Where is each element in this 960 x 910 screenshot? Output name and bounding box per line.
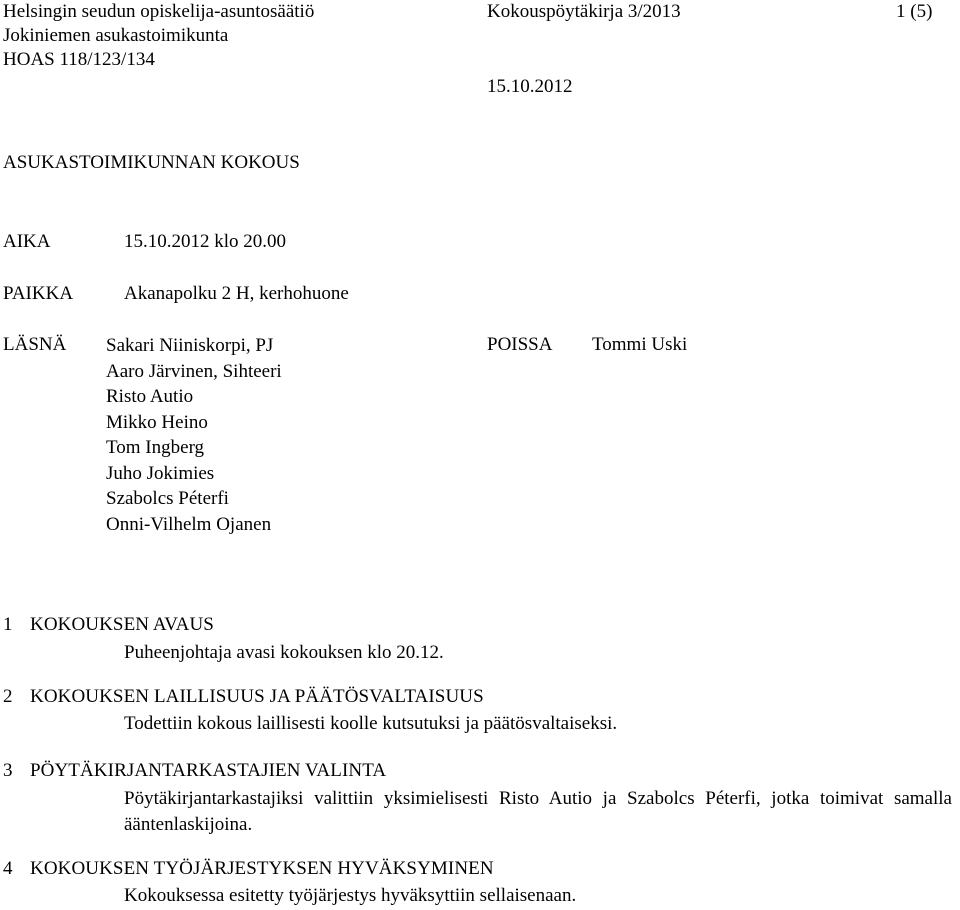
document-title: Kokouspöytäkirja 3/2013	[487, 1, 681, 22]
attendee: Tom Ingberg	[106, 437, 205, 458]
attendee: Szabolcs Péterfi	[106, 488, 229, 509]
header-org: Helsingin seudun opiskelija-asuntosäätiö	[3, 1, 315, 22]
attendee: Risto Autio	[106, 386, 194, 407]
item-text: Kokouksessa esitetty työjärjestys hyväksyttiin sellaisenaan.	[124, 885, 577, 906]
time-label: AIKA	[3, 231, 51, 252]
item-number: 2	[3, 686, 13, 707]
item-number: 4	[3, 858, 13, 879]
present-label: LÄSNÄ	[3, 334, 67, 355]
item-text: Puheenjohtaja avasi kokouksen klo 20.12.	[124, 642, 444, 663]
absent-label: POISSA	[487, 334, 553, 355]
header-unit: Jokiniemen asukastoimikunta	[3, 25, 229, 46]
absent-member: Tommi Uski	[592, 334, 688, 355]
item-heading: KOKOUKSEN TYÖJÄRJESTYKSEN HYVÄKSYMINEN	[30, 858, 494, 879]
item-text: Pöytäkirjantarkastajiksi valittiin yksimielisesti Risto Autio ja Szabolcs Péterfi, jotka toimivat samalla ääntenlaskijoina.	[124, 788, 952, 835]
time-value: 15.10.2012 klo 20.00	[124, 231, 287, 252]
attendee: Onni-Vilhelm Ojanen	[106, 513, 272, 535]
meeting-title: ASUKASTOIMIKUNNAN KOKOUS	[3, 152, 300, 173]
item-text: Todettiin kokous laillisesti koolle kutsutuksi ja päätösvaltaiseksi.	[124, 713, 618, 734]
place-label: PAIKKA	[3, 283, 74, 304]
item-heading: KOKOUKSEN AVAUS	[30, 614, 214, 635]
attendee: Sakari Niiniskorpi, PJ	[106, 335, 274, 356]
header-ref: HOAS 118/123/134	[3, 49, 155, 70]
attendee: Juho Jokimies	[106, 462, 215, 484]
header-date: 15.10.2012	[487, 76, 573, 97]
attendee: Aaro Järvinen, Sihteeri	[106, 360, 282, 382]
item-number: 3	[3, 760, 13, 781]
attendee: Mikko Heino	[106, 411, 208, 433]
item-number: 1	[3, 614, 13, 635]
item-heading: KOKOUKSEN LAILLISUUS JA PÄÄTÖSVALTAISUUS	[30, 686, 484, 707]
item-heading: PÖYTÄKIRJANTARKASTAJIEN VALINTA	[30, 760, 387, 781]
page-number: 1 (5)	[896, 1, 933, 22]
place-value: Akanapolku 2 H, kerhohuone	[124, 283, 349, 304]
